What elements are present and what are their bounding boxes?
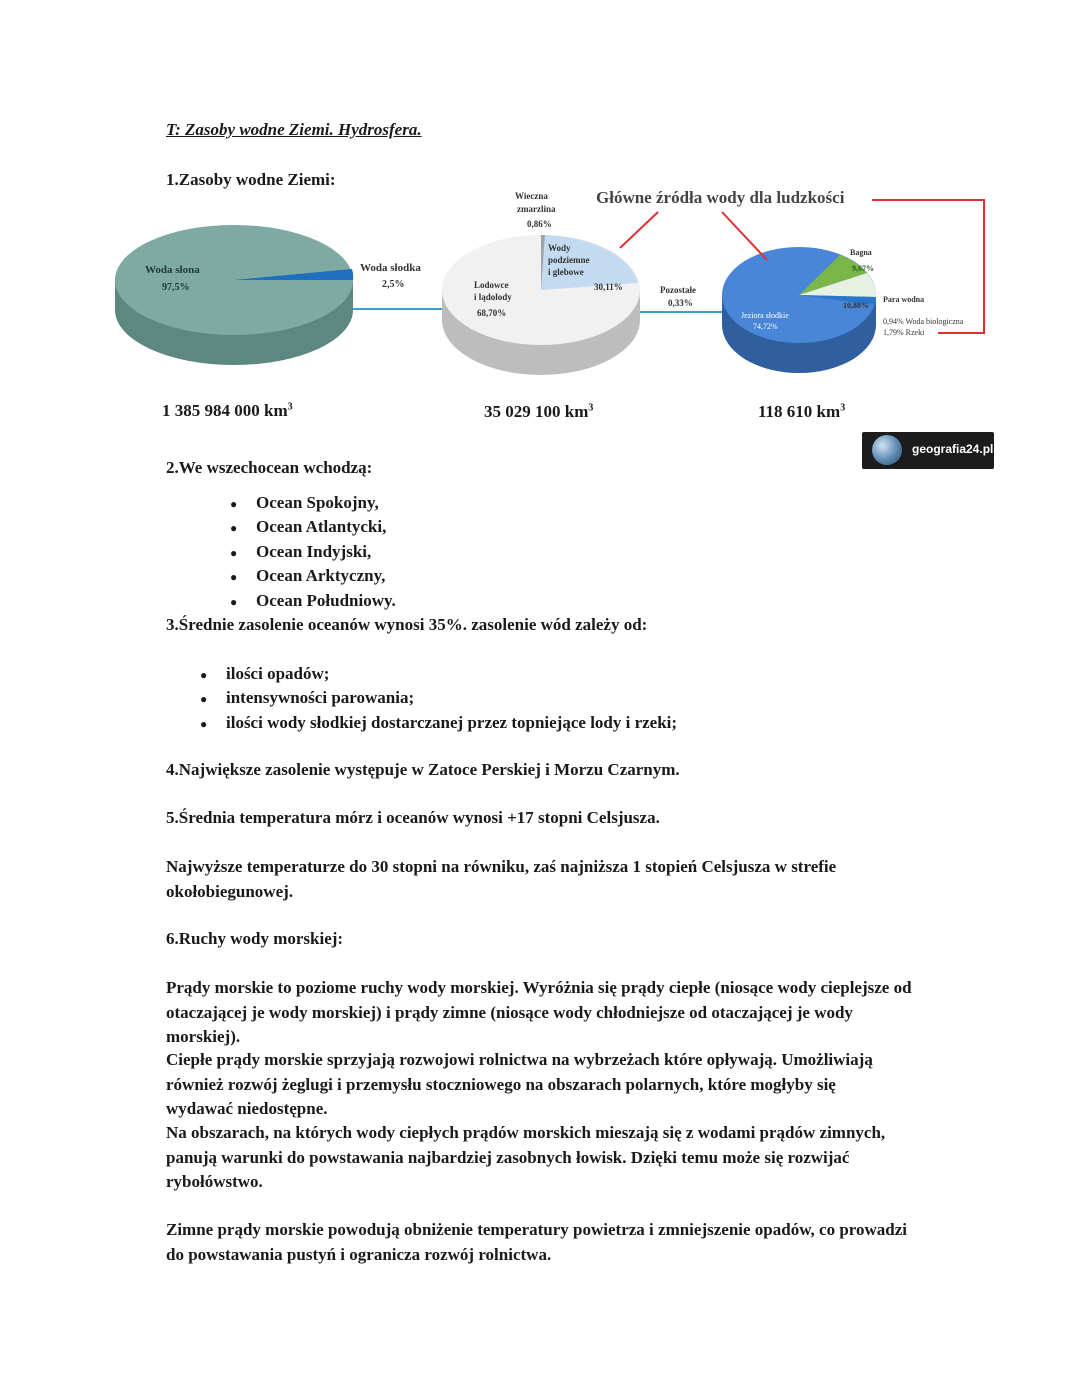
red-bracket — [872, 200, 984, 333]
globe-icon — [872, 435, 902, 465]
total-pie-3: 118 610 $km^3$ — [758, 402, 846, 421]
currents-paragraph-1: Prądy morskie to poziome ruchy wody morskiej. Wyróżnia się prądy ciepłe (niosące wody cieplejsze od otaczającej je wody morskiej) i prądy zimne (niosące wody chłodniejsze od otaczającej je wody morskiej). — [166, 978, 912, 1046]
pie-2-label-wody-podziemne: Wody — [548, 243, 571, 253]
red-arrow-left — [620, 212, 658, 248]
section-3-heading: 3.Średnie zasolenie oceanów wynosi 35%. zasolenie wód zależy od: — [166, 615, 648, 634]
list-item: ● Ocean Arktyczny, — [256, 564, 396, 588]
currents-paragraph-2: Ciepłe prądy morskie sprzyjają rozwojowi rolnictwa na wybrzeżach które opływają. Umożliwiają również rozwój żeglugi i przemysłu stoczniowego na obszarach polarnych, które mogłyby się wydawać niedostępne. — [166, 1050, 873, 1118]
temperature-paragraph: Najwyższe temperaturze do 30 stopni na równiku, zaś najniższa 1 stopień Celsjusza w strefie okołobiegunowej. — [166, 857, 837, 901]
water-resources-infographic — [110, 185, 1010, 395]
pie-3-label-woda-biologiczna: 0,94% Woda biologiczna — [883, 317, 964, 326]
section-5-text: 5.Średnia temperatura mórz i oceanów wynosi +17 stopni Celsjusza. — [166, 808, 660, 827]
pie-1 — [115, 225, 421, 365]
pie-3 — [722, 247, 964, 373]
pie-1-value-woda-slona: 97,5% — [162, 282, 190, 293]
pie-3-label-jeziora: Jeziora słodkie — [741, 311, 789, 320]
list-item: ● ilości wody słodkiej dostarczanej przez topniejące lody i rzeki; — [226, 711, 677, 735]
pie-3-value-bagna: 9,67% — [852, 264, 874, 273]
list-item: ● Ocean Atlantycki, — [256, 515, 396, 539]
oceans-list — [256, 491, 396, 613]
pie-1-value-woda-slodka: 2,5% — [382, 279, 405, 290]
total-pie-2: 35 029 100 $km^3$ — [484, 402, 594, 421]
page-title: T: Zasoby wodne Ziemi. Hydrosfera. — [166, 120, 422, 139]
section-6-heading: 6.Ruchy wody morskiej: — [166, 929, 344, 948]
red-arrow-right — [722, 212, 767, 260]
pie-1-label-woda-slona: Woda słona — [145, 264, 200, 276]
list-item: ● Ocean Indyjski, — [256, 540, 396, 564]
section-4-text: 4.Największe zasolenie występuje w Zatoce Perskiej i Morzu Czarnym. — [166, 760, 680, 779]
pie-2-value-wieczna-zmarzlina: 0,86% — [527, 219, 552, 229]
pie-2 — [442, 191, 696, 375]
pie-3-label-rzeki: 1,79% Rzeki — [883, 328, 925, 337]
svg-text:podziemne: podziemne — [548, 255, 590, 265]
pie-2-label-lodowce: Lodowce — [474, 280, 509, 290]
main-sources-caption: Główne źródła wody dla ludzkości — [596, 188, 845, 207]
currents-paragraph-4: Zimne prądy morskie powodują obniżenie temperatury powietrza i zmniejszenie opadów, co prowadzi do powstawania pustyń i ogranicza rozwój rolnictwa. — [166, 1220, 908, 1264]
pie-3-value-jeziora: 74,72% — [753, 322, 778, 331]
pie-3-label-para-wodna: Para wodna — [883, 295, 925, 304]
pie-2-value-wody-podziemne: 30,11% — [594, 282, 623, 292]
total-pie-1: 1 385 984 000 $km^3$ — [162, 401, 293, 420]
svg-text:i lądolody: i lądolody — [474, 292, 512, 302]
pie-2-label-wieczna-zmarzlina-2: zmarzlina — [517, 204, 556, 214]
pie-2-label-pozostale: Pozostałe — [660, 285, 696, 295]
pie-2-label-wieczna-zmarzlina: Wieczna — [515, 191, 548, 201]
section-2-heading: 2.We wszechocean wchodzą: — [166, 458, 373, 477]
list-item: ● intensywności parowania; — [226, 686, 677, 710]
pie-3-label-bagna-text: Bagna — [850, 248, 872, 257]
pie-2-value-pozostale: 0,33% — [668, 298, 693, 308]
svg-text:i glebowe: i glebowe — [548, 267, 584, 277]
pie-2-value-lodowce: 68,70% — [477, 308, 507, 318]
list-item: ● Ocean Spokojny, — [256, 491, 396, 515]
list-item: ● ilości opadów; — [226, 662, 677, 686]
salinity-factors-list — [226, 662, 677, 735]
currents-paragraph-3: Na obszarach, na których wody ciepłych prądów morskich mieszają się z wodami prądów zimnych, panują warunki do powstawania najbardziej zasobnych łowisk. Dzięki temu może się rozwijać rybołówstwo. — [166, 1123, 886, 1191]
pie-3-value-para-wodna: 10,88% — [843, 301, 869, 310]
geografia24-badge[interactable]: geografia24.pl — [862, 432, 994, 469]
list-item: ● Ocean Południowy. — [256, 589, 396, 613]
section-1-heading: 1.Zasoby wodne Ziemi: — [166, 170, 336, 189]
pie-1-label-woda-slodka: Woda słodka — [360, 262, 421, 274]
